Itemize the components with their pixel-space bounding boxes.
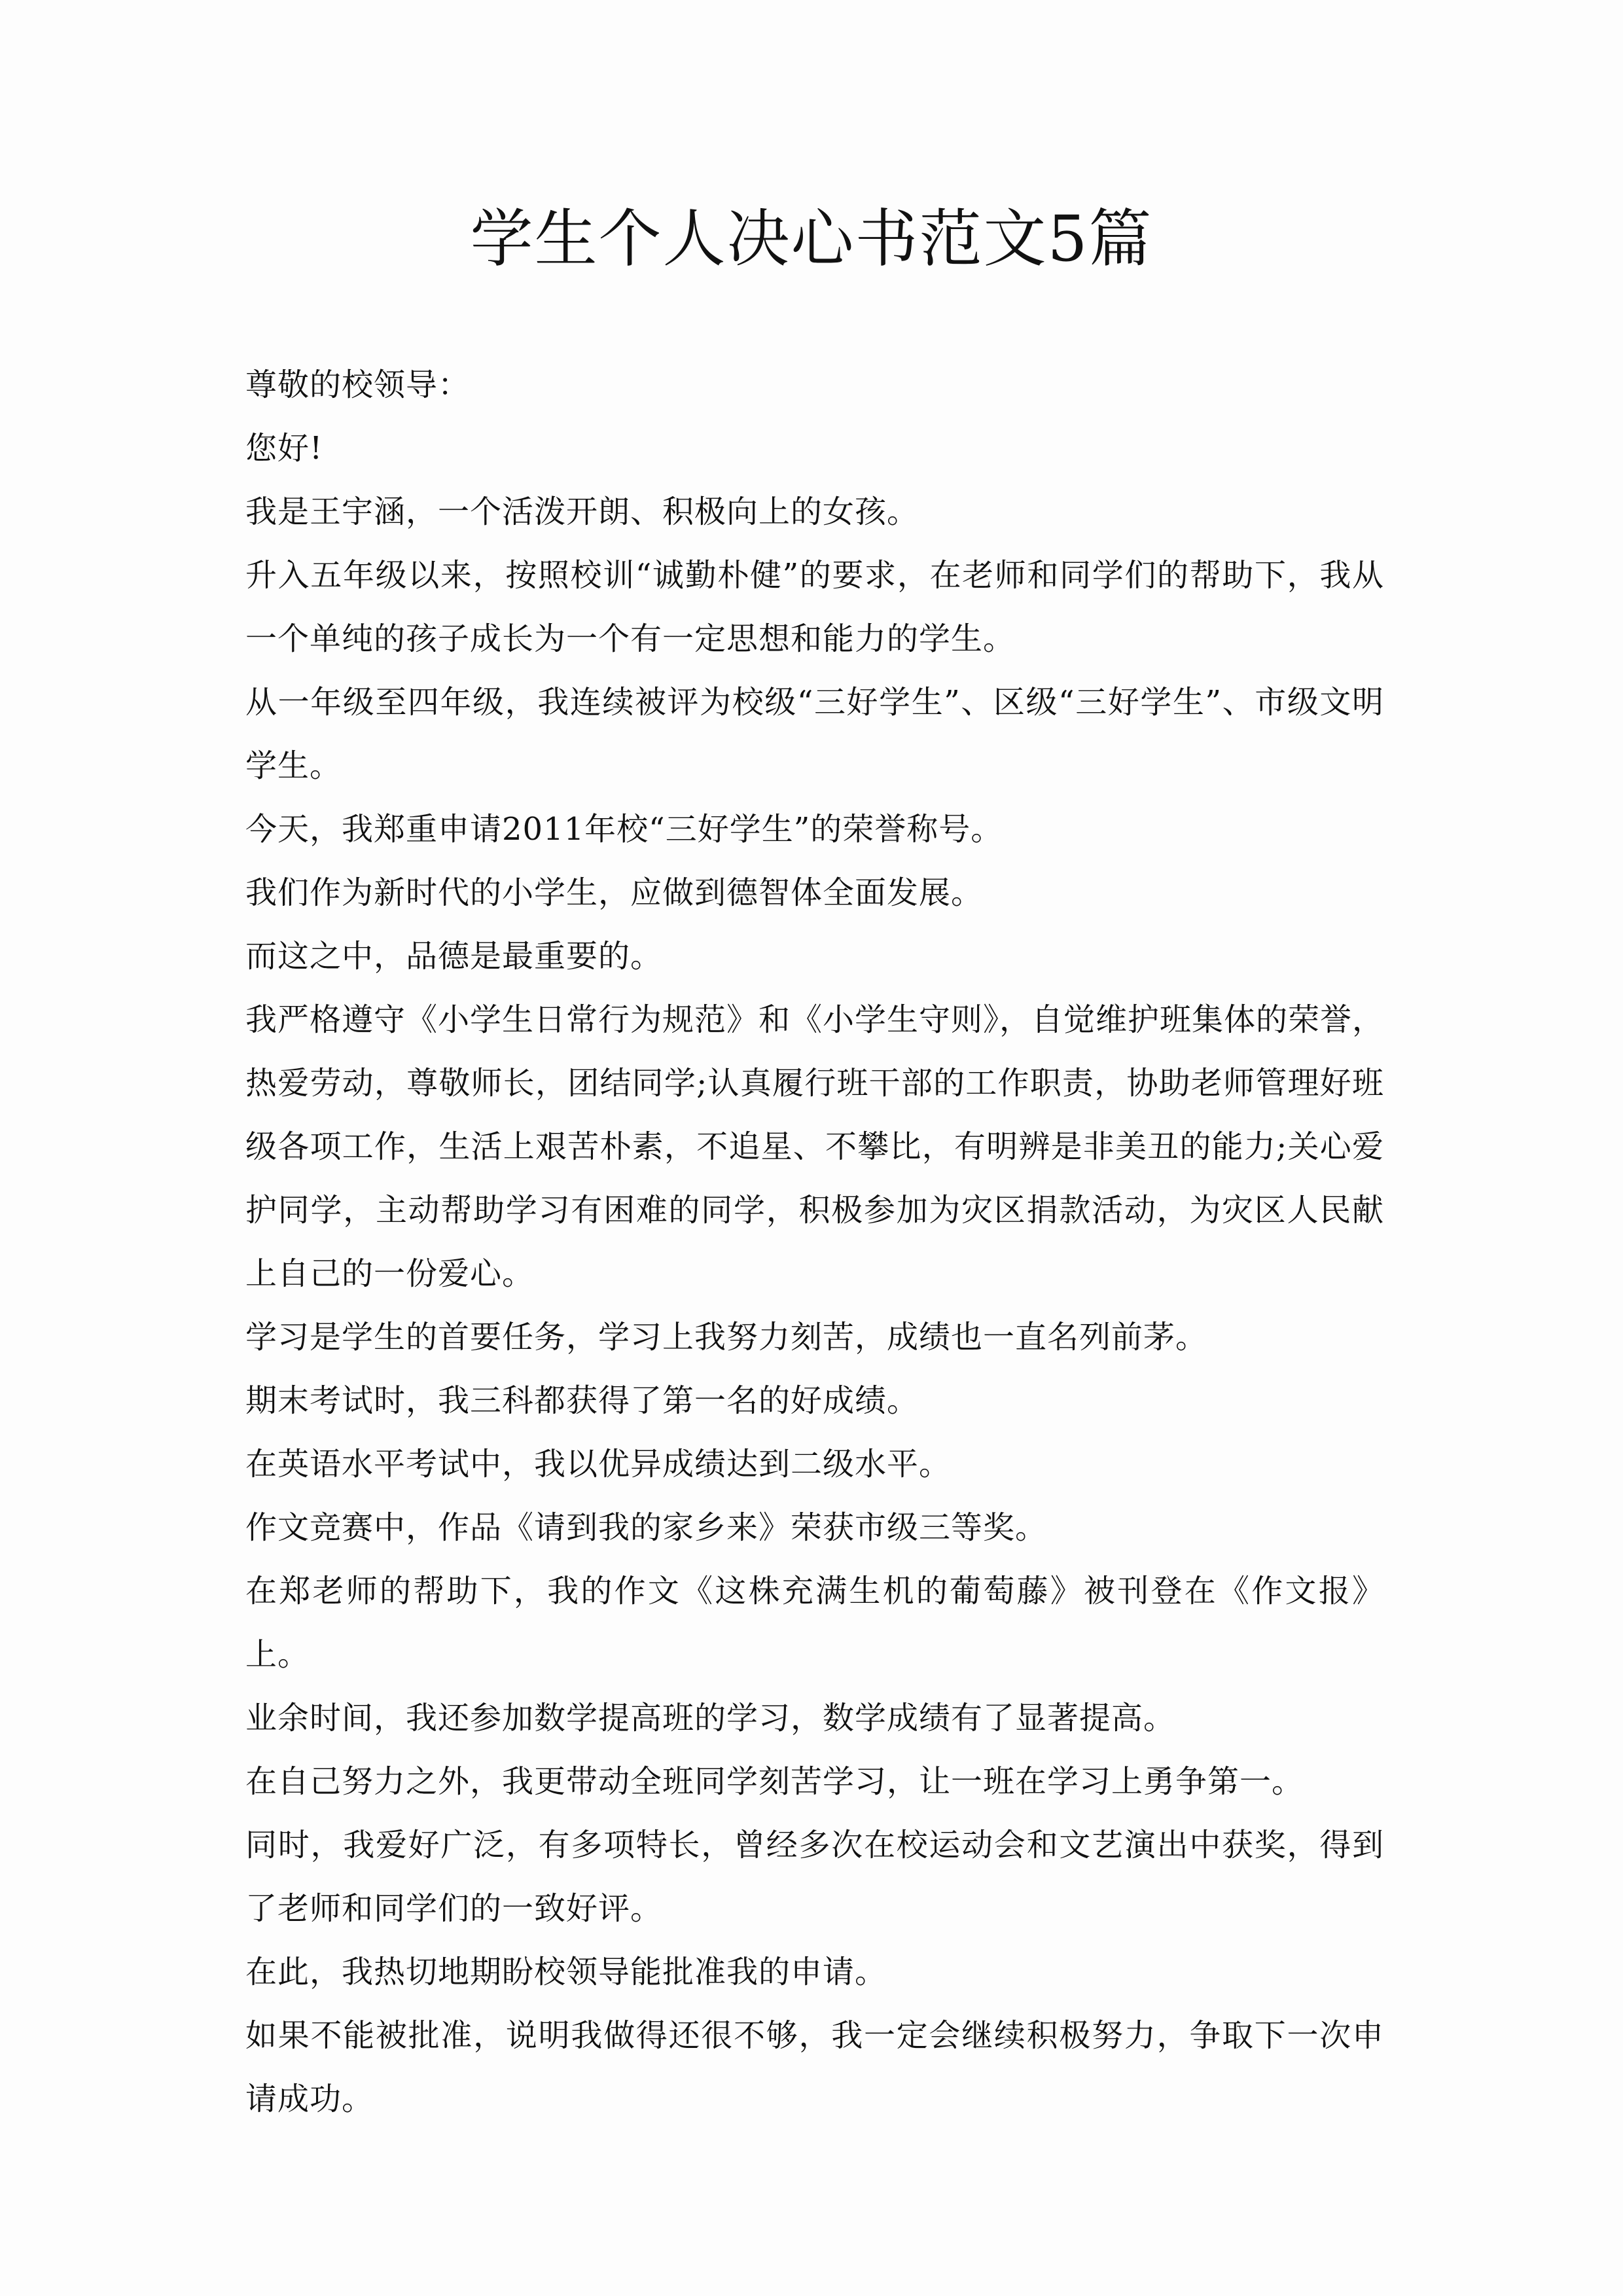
paragraph: 在英语水平考试中，我以优异成绩达到二级水平。 bbox=[245, 1446, 952, 1482]
paragraph: 今天，我郑重申请2011年校“三好学生”的荣誉称号。 bbox=[245, 811, 1003, 848]
paragraph: 在此，我热切地期盼校领导能批准我的申请。 bbox=[245, 1954, 887, 1990]
document-body bbox=[245, 353, 1384, 2131]
salutation: 尊敬的校领导： bbox=[245, 367, 471, 403]
greeting: 您好! bbox=[245, 430, 323, 467]
paragraph: 而这之中，品德是最重要的。 bbox=[245, 938, 663, 975]
paragraph: 我们作为新时代的小学生，应做到德智体全面发展。 bbox=[245, 874, 984, 911]
paragraph: 从一年级至四年级，我连续被评为校级“三好学生”、区级“三好学生”、市级文明学生。 bbox=[245, 684, 1384, 784]
paragraph: 期末考试时，我三科都获得了第一名的好成绩。 bbox=[245, 1382, 919, 1419]
paragraph: 在自己努力之外，我更带动全班同学刻苦学习，让一班在学习上勇争第一。 bbox=[245, 1763, 1304, 1800]
closing-paragraph: 如果不能被批准，说明我做得还很不够，我一定会继续积极努力，争取下一次申请成功。 bbox=[245, 2017, 1384, 2117]
document-title: 学生个人决心书范文5篇 bbox=[470, 202, 1153, 276]
paragraph: 同时，我爱好广泛，有多项特长，曾经多次在校运动会和文艺演出中获奖，得到了老师和同学们的一致好评。 bbox=[245, 1827, 1384, 1927]
paragraph: 我是王宇涵，一个活泼开朗、积极向上的女孩。 bbox=[245, 493, 919, 530]
paragraph: 学习是学生的首要任务，学习上我努力刻苦，成绩也一直名列前茅。 bbox=[245, 1319, 1208, 1355]
paragraph: 升入五年级以来，按照校训“诚勤朴健”的要求，在老师和同学们的帮助下，我从一个单纯的孩子成长为一个有一定思想和能力的学生。 bbox=[245, 557, 1384, 657]
paragraph: 业余时间，我还参加数学提高班的学习，数学成绩有了显著提高。 bbox=[245, 1700, 1176, 1736]
paragraph: 在郑老师的帮助下，我的作文《这株充满生机的葡萄藤》被刊登在《作文报》上。 bbox=[245, 1573, 1384, 1673]
paragraph: 我严格遵守《小学生日常行为规范》和《小学生守则》，自觉维护班集体的荣誉，热爱劳动，尊敬师长，团结同学;认真履行班干部的工作职责，协助老师管理好班级各项工作，生活上艰苦朴素，不追星、不攀比，有明辨是非美丑的能力;关心爱护同学，主动帮助学习有困难的同学，积极参加为灾区捐款活动，为灾区人民献上自己的一份爱心。 bbox=[245, 1001, 1385, 1292]
paragraph: 作文竞赛中，作品《请到我的家乡来》荣获市级三等奖。 bbox=[245, 1509, 1048, 1546]
